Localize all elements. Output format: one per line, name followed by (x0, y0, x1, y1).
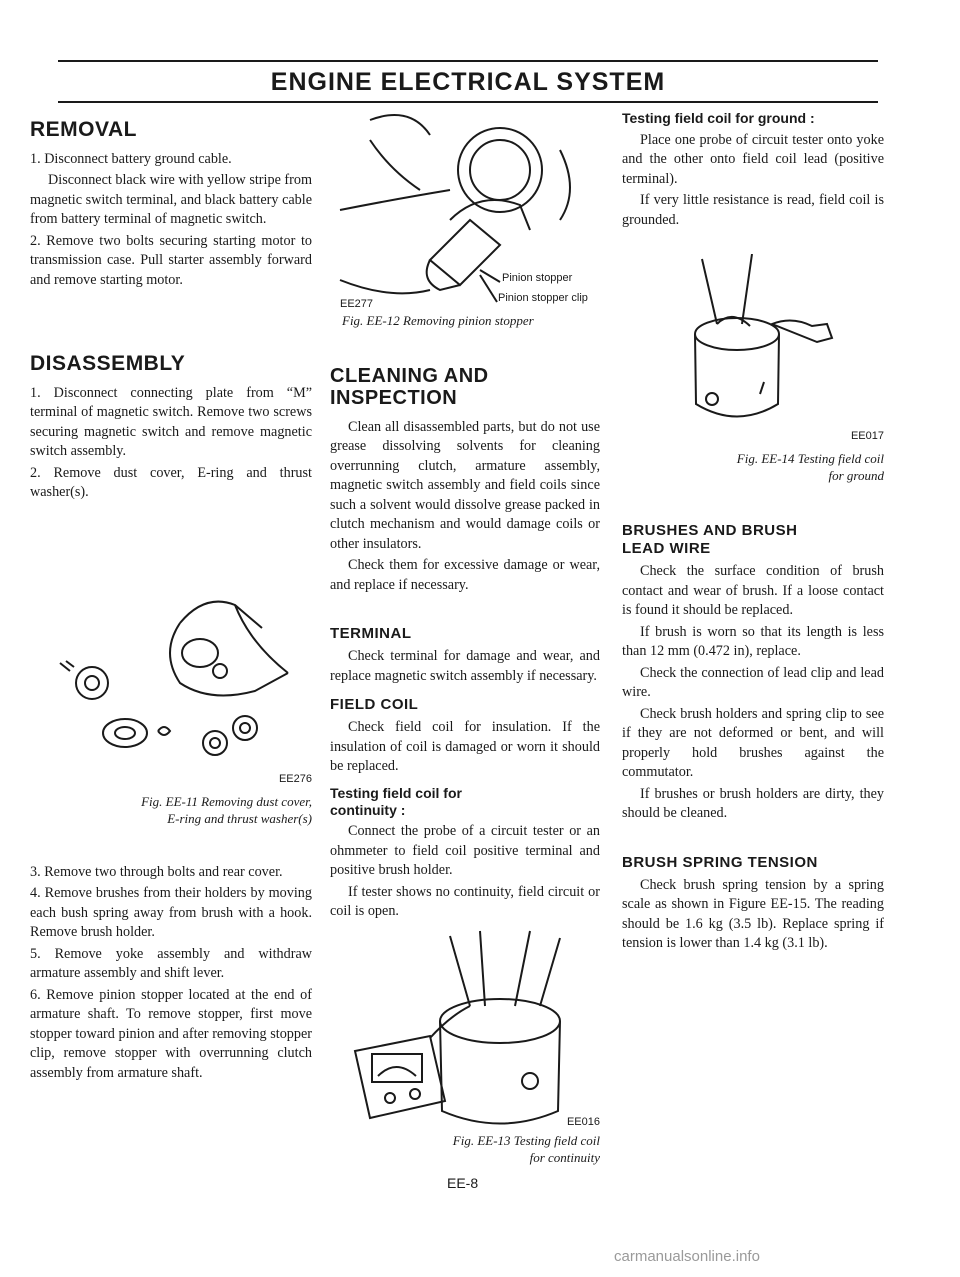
brushes-paragraph-2: If brush is worn so that its length is less than 12 mm (0.472 in), replace. (622, 623, 884, 660)
cleaning-heading-line1 (330, 365, 600, 410)
removal-step-2: 2. Remove two bolts securing starting motor to transmission case. Pull starter assembly forward and remove starting motor. (30, 232, 312, 288)
cleaning-heading-text2: INSPECTION (330, 387, 458, 410)
brushes-paragraph-4: Check brush holders and spring clip to see if they are not deformed or bent, and will properly hold brushes against the commutator. (622, 705, 884, 781)
brushes-heading-text1: BRUSHES AND BRUSH (622, 522, 798, 540)
figure-caption: Fig. EE-12 Removing pinion stopper (342, 313, 534, 328)
brushes-heading-text2: LEAD WIRE (622, 540, 711, 558)
cleaning-heading-text1: CLEANING AND (330, 365, 489, 387)
continuity-paragraph-2: If tester shows no continuity, field circuit or coil is open. (330, 883, 600, 920)
ground-heading: Testing field coil for ground : (622, 110, 815, 126)
disassembly-step-6: 6. Remove pinion stopper located at the end of armature shaft. To remove stopper, first move stopper toward pinion and after removing stopper clip, remove stopper with overrunning clutch assembly from armature shaft. (30, 986, 312, 1081)
page-number: EE-8 (447, 1175, 479, 1191)
disassembly-step-3: 3. Remove two through bolts and rear cover. (30, 863, 283, 880)
label-pinion-stopper-clip: Pinion stopper clip (498, 292, 588, 304)
ground-paragraph-2: If very little resistance is read, field coil is grounded. (622, 192, 884, 228)
removal-heading: REMOVAL (30, 118, 137, 141)
brushes-paragraph-3: Check the connection of lead clip and lead wire. (622, 664, 884, 701)
ground-paragraph-1: Place one probe of circuit tester onto yoke and the other onto field coil lead (positive terminal). (622, 131, 884, 187)
continuity-test-illustration (330, 926, 600, 1132)
brushes-heading (622, 522, 884, 558)
disassembly-step-1: 1. Disconnect connecting plate from “M” terminal of magnetic switch. Remove two screws securing magnetic switch and remove magnetic switch assembly. (30, 384, 312, 460)
figure-ee-11 (30, 583, 312, 793)
disassembly-heading: DISASSEMBLY (30, 352, 186, 376)
removal-step-1: 1. Disconnect battery ground cable. (30, 150, 232, 167)
continuity-heading-text1: Testing field coil for (330, 784, 462, 801)
terminal-heading: TERMINAL (330, 625, 412, 643)
header-rule-bottom (58, 101, 878, 103)
spring-tension-paragraph: Check brush spring tension by a spring scale as shown in Figure EE-15. The reading should be 1.6 kg (3.5 lb). Replace spring if tension is lower than 1.4 kg (3.1 lb). (622, 876, 884, 952)
figure-code: EE017 (850, 430, 884, 443)
figure-ee-12 (330, 110, 600, 312)
figure-caption-line2: E-ring and thrust washer(s) (167, 810, 312, 826)
cleaning-paragraph-1: Clean all disassembled parts, but do not use grease dissolving solvents for cleaning overrunning clutch, armature assembly, magnetic switch assembly and field coils since such a solvent would dissolve grease packed in clutch mechanism and would damage coils or other insulators. (330, 418, 600, 552)
spring-tension-heading: BRUSH SPRING TENSION (622, 853, 818, 871)
figure-code: EE277 (340, 298, 374, 310)
header-rule-top (58, 60, 878, 62)
continuity-paragraph-1: Connect the probe of a circuit tester or an ohmmeter to field coil positive terminal and positive brush holder. (330, 823, 600, 879)
brushes-paragraph-5: If brushes or brush holders are dirty, they should be cleaned. (622, 785, 884, 822)
continuity-heading-text2: continuity : (330, 801, 406, 818)
figure-ee-14 (622, 254, 884, 450)
removal-step-1b: Disconnect black wire with yellow stripe from magnetic switch terminal, and black battery cable from battery terminal of magnetic switch. (30, 172, 312, 228)
column-left (30, 110, 312, 1085)
terminal-paragraph: Check terminal for damage and wear, and replace magnetic switch assembly if necessary. (330, 648, 600, 684)
column-right (622, 110, 884, 956)
figure-caption-line1: Fig. EE-14 Testing field coil (736, 451, 884, 467)
dust-cover-illustration (30, 583, 312, 773)
continuity-heading (330, 785, 600, 819)
field-coil-paragraph-1: Check field coil for insulation. If the insulation of coil is damaged or worn it should be replaced. (330, 719, 600, 775)
cleaning-paragraph-2: Check them for excessive damage or wear, and replace if necessary. (330, 557, 600, 593)
page-title: ENGINE ELECTRICAL SYSTEM (270, 68, 666, 96)
figure-caption-line1: Fig. EE-11 Removing dust cover, (141, 793, 312, 809)
disassembly-steps-continued (30, 863, 312, 1084)
figure-caption-line2: for continuity (529, 1149, 600, 1165)
figure-code: EE016 (566, 1115, 600, 1128)
ground-test-illustration (622, 254, 884, 450)
figure-caption-line1: Fig. EE-13 Testing field coil (452, 1132, 600, 1148)
column-middle (330, 110, 600, 1166)
disassembly-step-4: 4. Remove brushes from their holders by moving each bush spring away from brush with a hook. Remove brush holder. (30, 885, 312, 941)
figure-code: EE276 (278, 772, 312, 785)
disassembly-step-2: 2. Remove dust cover, E-ring and thrust washer(s). (30, 464, 312, 501)
field-coil-heading: FIELD COIL (330, 696, 419, 714)
watermark: carmanualsonline.info (614, 1248, 760, 1265)
page-header (58, 60, 878, 103)
figure-ee-13 (330, 926, 600, 1132)
label-pinion-stopper: Pinion stopper (502, 272, 573, 284)
figure-caption-line2: for ground (828, 468, 884, 484)
brushes-paragraph-1: Check the surface condition of brush contact and wear of brush. If a loose contact is found it should be replaced. (622, 563, 884, 619)
disassembly-step-5: 5. Remove yoke assembly and withdraw armature assembly and shift lever. (30, 945, 312, 982)
